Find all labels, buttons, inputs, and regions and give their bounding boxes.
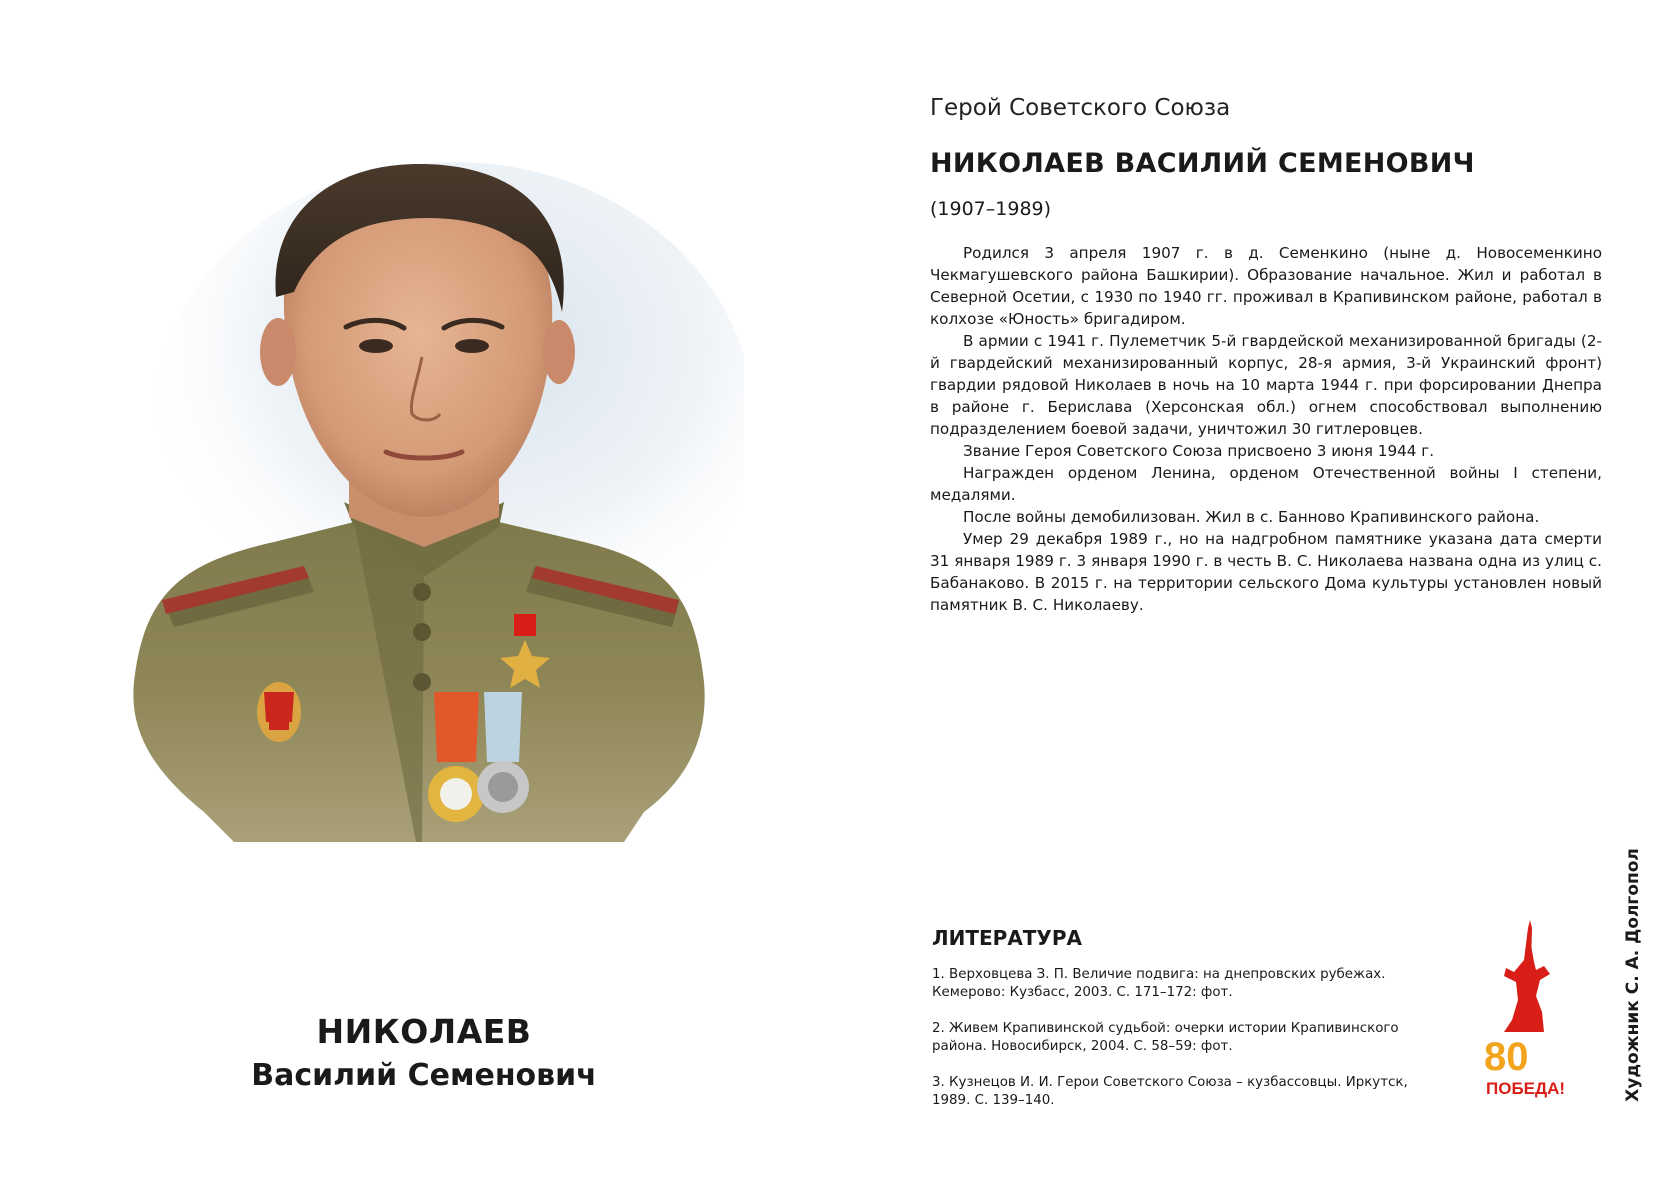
bio-paragraph: После войны демобилизован. Жил в с. Банново Крапивинского района.	[963, 508, 1540, 526]
literature-item: 2. Живем Крапивинской судьбой: очерки истории Крапивинского района. Новосибирск, 2004. С. 58–59: фот.	[932, 1021, 1399, 1054]
portrait-caption	[104, 1010, 744, 1098]
guards-badge-icon	[257, 682, 301, 742]
portrait-illustration	[104, 122, 744, 968]
literature-item: 3. Кузнецов И. И. Герои Советского Союза – кузбассовцы. Иркутск, 1989. С. 139–140.	[932, 1075, 1408, 1108]
victory-80-logo	[1484, 920, 1572, 1100]
caption-surname: НИКОЛАЕВ	[316, 1012, 532, 1051]
literature-title: ЛИТЕРАТУРА	[932, 926, 1082, 950]
literature-list	[932, 966, 1452, 1110]
page-subtitle: Герой Советского Союза	[930, 95, 1231, 121]
page-title: НИКОЛАЕВ ВАСИЛИЙ СЕМЕНОВИЧ	[930, 148, 1475, 179]
bio-paragraph: Умер 29 декабря 1989 г., но на надгробном памятнике указана дата смерти 31 января 1989 г. 3 января 1990 г. в честь В. С. Николаева названа одна из улиц с. Бабанаково. В 2015 г. на территории сельского Дома культуры установлен новый памятник В. С. Николаеву.	[930, 530, 1602, 614]
bio-paragraph: Звание Героя Советского Союза присвоено 3 июня 1944 г.	[963, 442, 1435, 460]
literature-section	[932, 924, 1452, 1128]
bio-paragraph: Родился 3 апреля 1907 г. в д. Семенкино (ныне д. Новосеменкино Чекмагушевского района Башкирии). Образование начальное. Жил и работал в Северной Осетии, с 1930 по 1940 гг. проживал в Крапивинском районе, работал в колхозе «Юность» бригадиром.	[930, 244, 1602, 328]
artist-credit-text: Художник С. А. Долгопол	[1623, 848, 1643, 1102]
logo-word: ПОБЕДА!	[1486, 1079, 1566, 1098]
biography-text	[930, 242, 1602, 616]
logo-number: 80	[1484, 1035, 1529, 1079]
caption-given-names: Василий Семенович	[251, 1058, 597, 1093]
motherland-statue-icon	[1504, 920, 1550, 1032]
life-years: (1907–1989)	[930, 198, 1052, 220]
literature-item: 1. Верховцева З. П. Величие подвига: на днепровских рубежах. Кемерово: Кузбасс, 2003. С. 171–172: фот.	[932, 967, 1386, 1000]
artist-credit	[1618, 850, 1648, 1100]
bio-paragraph: В армии с 1941 г. Пулеметчик 5-й гвардейской механизированной бригады (2-й гвардейский механизированный корпус, 28-я армия, 3-й Украинский фронт) гвардии рядовой Николаев в ночь на 10 марта 1944 г. при форсировании Днепра в районе г. Берислава (Херсонская обл.) огнем способствовал выполнению подразделением боевой задачи, уничтожил 30 гитлеровцев.	[930, 332, 1602, 438]
bio-paragraph: Награжден орденом Ленина, орденом Отечественной войны I степени, медалями.	[930, 464, 1602, 504]
biography-section	[930, 90, 1602, 616]
